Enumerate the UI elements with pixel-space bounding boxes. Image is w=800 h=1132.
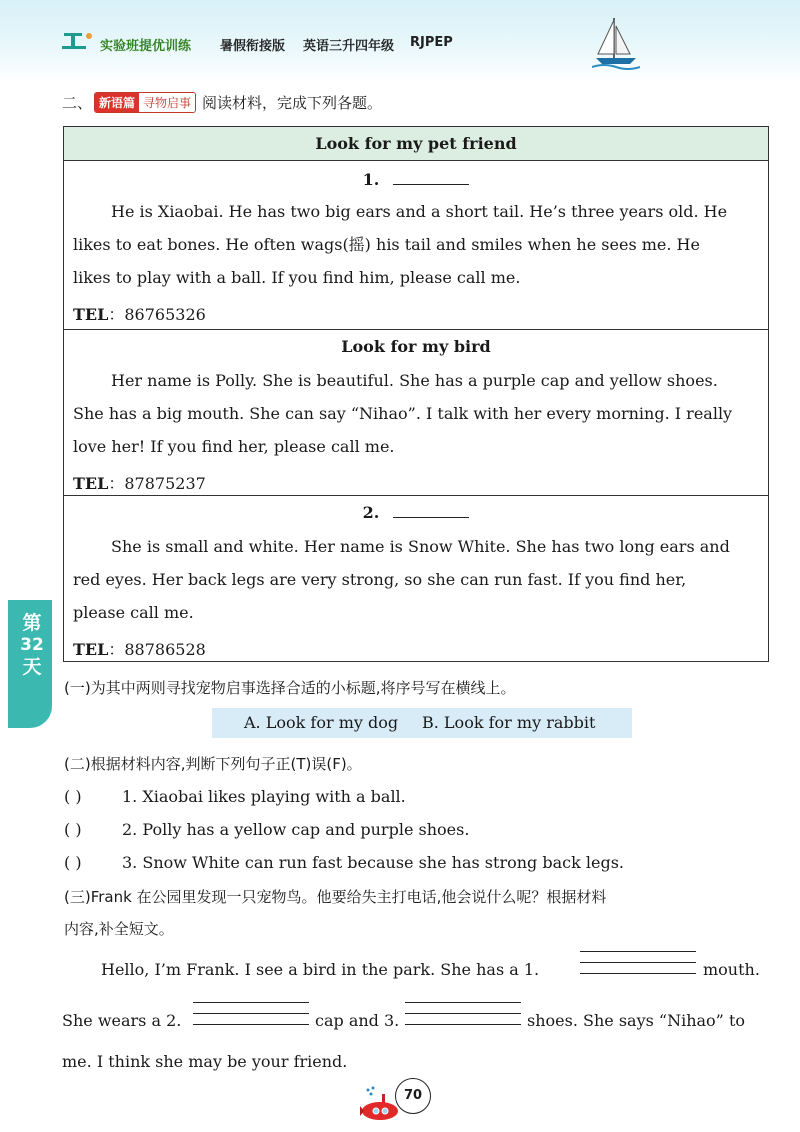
tf-item [64,853,624,872]
notice-1-line: likes to play with a ball. If you find him, please call me. [73,268,521,287]
option-a: A. Look for my dog [244,713,399,732]
tf-answer-paren[interactable]: ( ) [64,820,82,839]
part3-title-line1: (三)Frank 在公园里发现一只宠物鸟。他要给失主打电话,他会说什么呢？根据材料 [64,888,607,906]
page-number: 70 [395,1078,431,1114]
section-number: 二、 [62,94,93,112]
story-line1-a: Hello, I’m Frank. I see a bird in the park. She has a 1. [101,960,540,979]
notice-2-line: She has a big mouth. She can say “Nihao”. I talk with her every morning. I really [73,404,733,423]
tel-label: TEL [73,640,109,659]
tel-number: ：88786528 [108,640,206,659]
notice-3-number: 2. [362,503,380,522]
answer-blank-1[interactable] [580,951,696,973]
notice-1-number: 1. [362,170,380,189]
badge-type: 寻物启事 [139,93,195,112]
tf-item [64,787,406,806]
notice-1-text [73,195,761,294]
notice-1-title: Look for my pet friend [315,134,517,153]
story-line2-a: She wears a 2. [62,1011,182,1030]
notice-3-answer-blank[interactable] [393,503,469,518]
day-tab-prefix: 第 [22,612,42,634]
notice-2 [64,329,768,496]
tf-statement: 2. Polly has a yellow cap and purple shoes. [122,820,470,839]
tel-number: ：86765326 [108,305,206,324]
header-banner [0,0,800,82]
answer-blank-3[interactable] [405,1002,521,1024]
notice-1-heading [64,170,768,189]
edition-label: 暑假衔接版 [220,39,286,54]
part3-title-line2: 内容,补全短文。 [64,920,174,938]
series-logo-icon [62,30,94,52]
answer-blank-2[interactable] [193,1002,309,1024]
notice-1-line: likes to eat bones. He often wags(摇) his tail and smiles when he sees me. He [73,235,700,254]
story-line2-c: shoes. She says “Nihao” to [527,1011,746,1030]
notice-1-answer-blank[interactable] [393,170,469,185]
table-header-row [64,127,768,161]
sailboat-icon [592,14,640,70]
notice-3-heading [64,503,768,522]
day-tab-label [20,612,44,678]
tf-statement: 3. Snow White can run fast because she has strong back legs. [122,853,624,872]
part1-options [212,708,632,738]
tf-answer-paren[interactable]: ( ) [64,787,82,806]
tel-label: TEL [73,474,109,493]
story-line1-b: mouth. [703,960,760,979]
new-text-badge [94,92,196,113]
tf-answer-paren[interactable]: ( ) [64,853,82,872]
notice-3-tel [73,637,206,660]
notice-1-line: He is Xiaobai. He has two big ears and a short tail. He’s three years old. He [111,202,728,221]
notice-2-tel [73,471,206,494]
part1-title: (一)为其中两则寻找宠物启事选择合适的小标题,将序号写在横线上。 [64,679,516,697]
tf-item [64,820,469,839]
notice-2-text [73,364,761,463]
notice-3-line: please call me. [73,603,194,622]
part2-title: (二)根据材料内容,判断下列句子正(T)误(F)。 [64,755,362,773]
notice-2-line: Her name is Polly. She is beautiful. She has a purple cap and yellow shoes. [111,371,718,390]
badge-label: 新语篇 [95,93,139,112]
story-line2-b: cap and 3. [315,1011,400,1030]
notice-3-text [73,530,761,629]
day-tab-number: 32 [20,635,44,655]
notices-table [63,126,769,662]
story-line3: me. I think she may be your friend. [62,1052,348,1071]
edition-code: RJPEP [410,35,453,50]
notice-2-title: Look for my bird [341,337,491,356]
section-instruction: 阅读材料，完成下列各题。 [202,94,383,112]
notice-1-tel [73,302,206,325]
notice-3-line: red eyes. Her back legs are very strong, so she can run fast. If you find her, [73,570,687,589]
subject-label: 英语三升四年级 [303,39,395,54]
series-title: 实验班提优训练 [100,39,192,54]
notice-3-line: She is small and white. Her name is Snow White. She has two long ears and [111,537,730,556]
tf-statement: 1. Xiaobai likes playing with a ball. [122,787,406,806]
notice-3 [64,495,768,662]
tel-label: TEL [73,305,109,324]
day-tab-suffix: 天 [22,656,42,678]
notice-2-line: love her! If you find her, please call me. [73,437,395,456]
section-title [62,92,382,113]
tel-number: ：87875237 [108,474,206,493]
option-b: B. Look for my rabbit [422,713,596,732]
